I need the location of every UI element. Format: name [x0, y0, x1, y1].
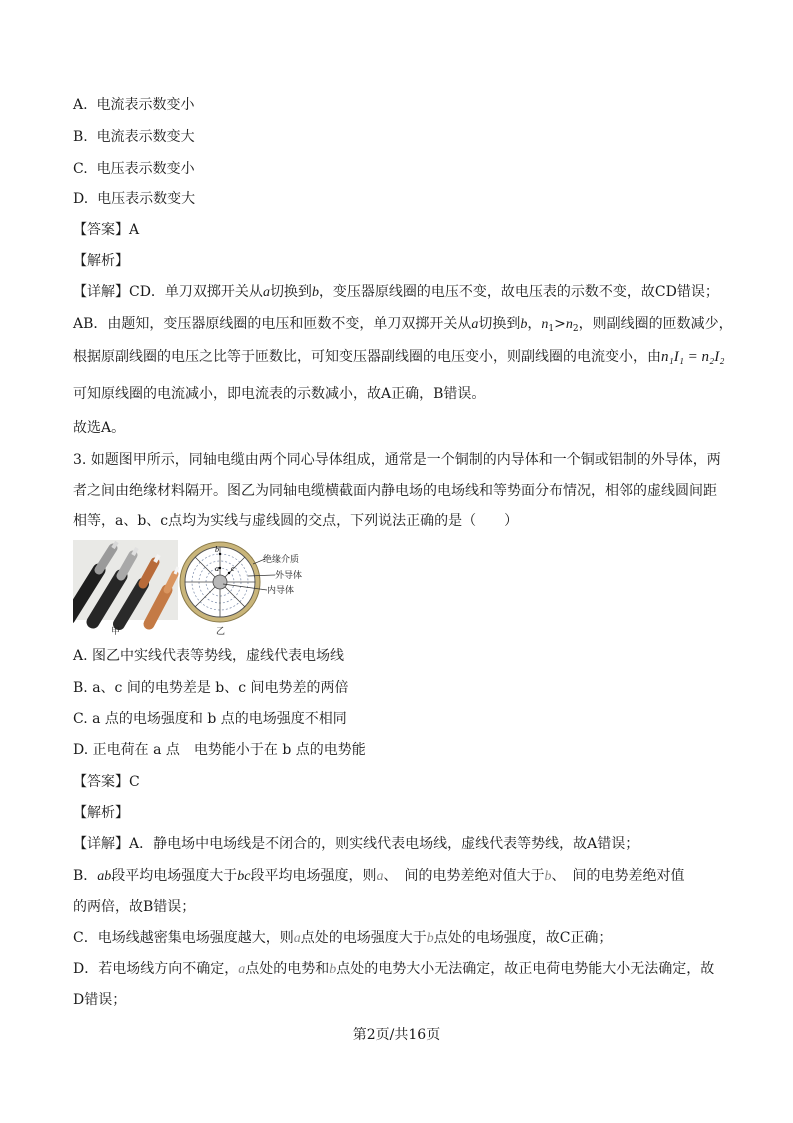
q2-detail-line2: AB．由题知，变压器原线圈的电压和匝数不变，单刀双掷开关从a切换到b，$n_1>n_2$，则副线圈的匝数减少，	[73, 316, 733, 334]
q2-detail-line3: 根据原副线圈的电压之比等于匝数比，可知变压器副线圈的电压变小，则副线圈的电流变小，由n₁I₁ = n₂I₂	[73, 349, 725, 365]
point-a-label: a	[215, 564, 219, 573]
page-footer: 第2页/共16页	[352, 1027, 441, 1043]
cross-section-diagram	[180, 542, 302, 622]
label-inner-conductor: 内导体	[267, 586, 295, 596]
caption-yi: 乙	[216, 627, 226, 637]
q2-answer: 【答案】A	[73, 222, 140, 238]
q2-detail-line4: 可知原线圈的电流减小，即电流表的示数减小，故A正确，B错误。	[73, 386, 486, 402]
q3-option-c: C. a 点的电场强度和 b 点的电场强度不相同	[73, 711, 347, 727]
caption-jia: 甲	[111, 627, 121, 637]
q3-option-a: A. 图乙中实线代表等势线，虚线代表电场线	[73, 648, 345, 664]
q2-detail-line5: 故选A。	[73, 420, 126, 436]
q3-option-b: B. a、c 间的电势差是 b、c 间电势差的两倍	[73, 680, 349, 696]
q3-detail-line2: B．ab段平均电场强度大于bc段平均电场强度，则a、 间的电势差绝对值大于b、 间的电势差绝对值	[73, 868, 685, 884]
point-c-label: c	[231, 564, 235, 573]
q2-analysis-label: 【解析】	[73, 253, 129, 269]
q3-detail-line5: D．若电场线方向不确定，a点处的电势和b点处的电势大小无法确定，故正电荷电势能大小无法确定，故	[73, 961, 715, 977]
q3-analysis-label: 【解析】	[73, 805, 129, 821]
q3-option-d: D. 正电荷在 a 点 电势能小于在 b 点的电势能	[73, 742, 366, 758]
coaxial-cable-figure	[73, 540, 373, 638]
q3-answer: 【答案】C	[73, 774, 140, 790]
label-outer-conductor: 外导体	[275, 571, 303, 581]
q2-detail-line1: 【详解】CD．单刀双掷开关从a切换到b，变压器原线圈的电压不变，故电压表的示数不变，故CD错误；	[73, 284, 719, 300]
label-insulator: 绝缘介质	[263, 555, 300, 565]
q2-option-c: C. 电压表示数变小	[73, 161, 195, 177]
q3-stem-line2: 者之间由绝缘材料隔开。图乙为同轴电缆横截面内静电场的电场线和等势面分布情况，相邻的虚线圆间距	[73, 483, 717, 499]
point-b-label: b	[215, 545, 219, 554]
q3-figure	[73, 540, 373, 638]
q3-detail-line6: D错误；	[73, 992, 127, 1008]
q2-option-b: B. 电流表示数变大	[73, 129, 195, 145]
cable-photo	[73, 540, 178, 624]
q2-option-d: D. 电压表示数变大	[73, 191, 196, 207]
q3-stem-line1: 3. 如题图甲所示，同轴电缆由两个同心导体组成，通常是一个铜制的内导体和一个铜或铝制的外导体，两	[73, 452, 721, 468]
q3-detail-line4: C．电场线越密集电场强度越大，则a点处的电场强度大于b点处的电场强度，故C正确；	[73, 930, 613, 946]
q2-option-a: A. 电流表示数变小	[73, 97, 195, 113]
q3-detail-line1: 【详解】A．静电场中电场线是不闭合的，则实线代表电场线，虚线代表等势线，故A错误；	[73, 836, 640, 852]
turns-current-formula: n₁I₁ = n₂I₂	[661, 349, 725, 365]
q3-stem-line3: 相等，a、b、c点均为实线与虚线圆的交点，下列说法正确的是（ ）	[73, 513, 519, 529]
q3-detail-line3: 的两倍，故B错误；	[73, 899, 196, 915]
